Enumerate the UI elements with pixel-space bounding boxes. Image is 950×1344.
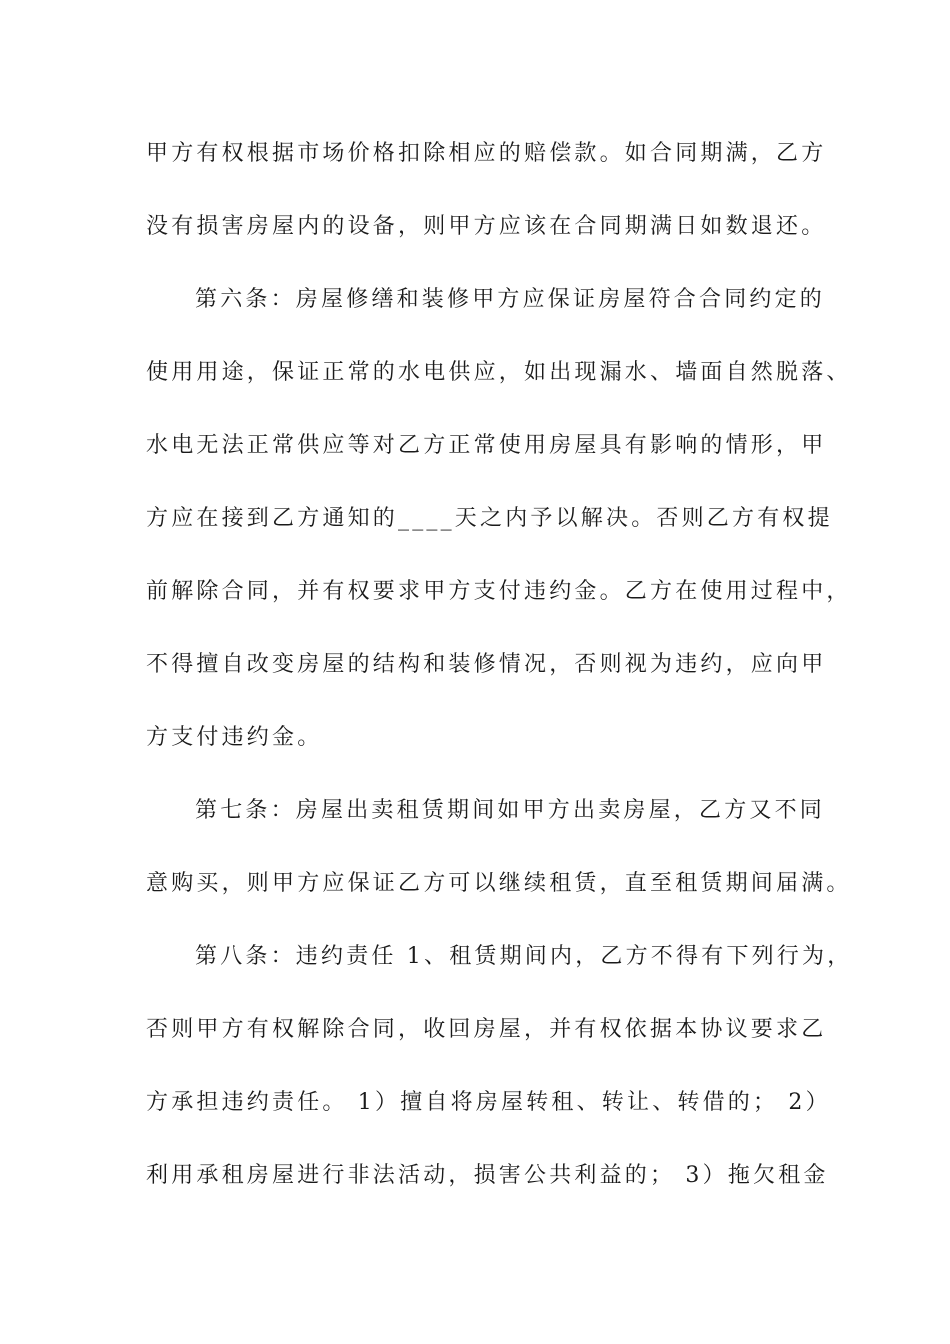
paragraph-start-article-8: 第八条：违约责任 1、租赁期间内，乙方不得有下列行为， bbox=[195, 944, 853, 969]
text-line: 水电无法正常供应等对乙方正常使用房屋具有影响的情形，甲 bbox=[146, 433, 827, 458]
text-line: 前解除合同，并有权要求甲方支付违约金。乙方在使用过程中， bbox=[146, 579, 852, 604]
paragraph-start-article-7: 第七条：房屋出卖租赁期间如甲方出卖房屋，乙方又不同 bbox=[195, 798, 826, 823]
text-line: 没有损害房屋内的设备，则甲方应该在合同期满日如数退还。 bbox=[146, 214, 827, 239]
text-line: 方支付违约金。 bbox=[146, 725, 323, 750]
text-line: 意购买，则甲方应保证乙方可以继续租赁，直至租赁期间届满。 bbox=[146, 871, 852, 896]
text-line: 使用用途，保证正常的水电供应，如出现漏水、墙面自然脱落、 bbox=[146, 360, 852, 385]
text-line: 否则甲方有权解除合同，收回房屋，并有权依据本协议要求乙 bbox=[146, 1017, 827, 1042]
text-line: 方承担违约责任。 1）擅自将房屋转租、转让、转借的； 2） bbox=[146, 1090, 831, 1115]
text-line: 不得擅自改变房屋的结构和装修情况，否则视为违约，应向甲 bbox=[146, 652, 827, 677]
text-line: 甲方有权根据市场价格扣除相应的赔偿款。如合同期满，乙方 bbox=[146, 141, 827, 166]
paragraph-start-article-6: 第六条：房屋修缮和装修甲方应保证房屋符合合同约定的 bbox=[195, 287, 826, 312]
text-line: 利用承租房屋进行非法活动，损害公共利益的； 3）拖欠租金 bbox=[146, 1163, 829, 1188]
text-line: 方应在接到乙方通知的____天之内予以解决。否则乙方有权提 bbox=[146, 506, 833, 531]
